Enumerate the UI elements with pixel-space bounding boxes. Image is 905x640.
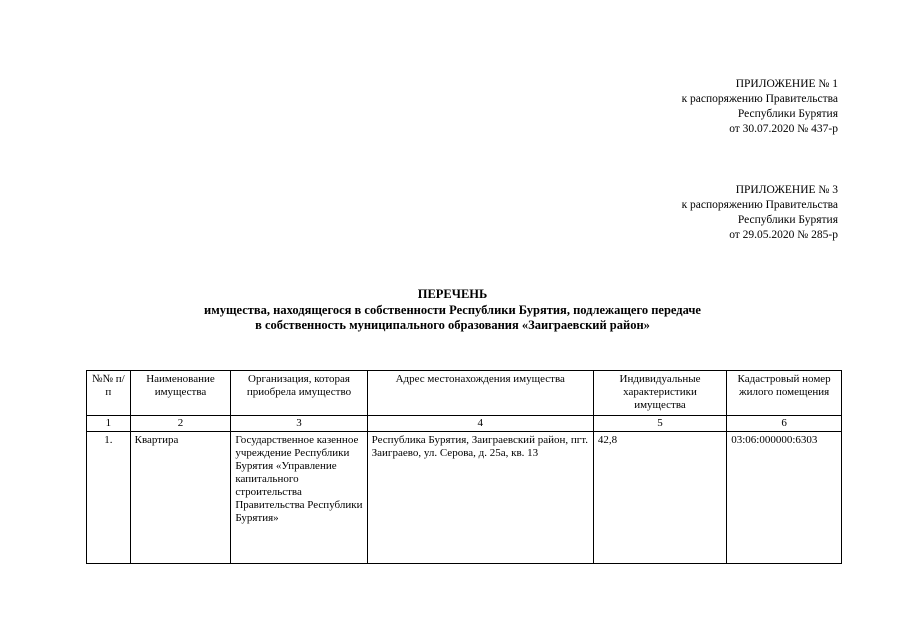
header-cadastral-number: Кадастровый номер жилого помещения	[727, 371, 842, 416]
column-number: 3	[231, 416, 367, 432]
appendix-1-republic: Республики Бурятия	[737, 108, 838, 120]
title-line-3: в собственность муниципального образования «Заиграевский район»	[255, 318, 650, 332]
appendix-3-date-number: от 29.05.2020 № 285-р	[729, 229, 838, 241]
row-organization: Государственное казенное учреждение Республики Бурятия «Управление капитального строительства Правительства Республики Бурятия»	[231, 432, 367, 564]
row-cadastral-number: 03:06:000000:6303	[727, 432, 842, 564]
row-property-name: Квартира	[130, 432, 231, 564]
column-number: 6	[727, 416, 842, 432]
header-organization: Организация, которая приобрела имущество	[231, 371, 367, 416]
header-property-name: Наименование имущества	[130, 371, 231, 416]
column-number: 5	[593, 416, 726, 432]
table-header-row	[87, 371, 842, 416]
property-table	[86, 370, 842, 564]
appendix-1-order-ref: к распоряжению Правительства	[681, 93, 838, 105]
appendix-1-title: ПРИЛОЖЕНИЕ № 1	[735, 78, 838, 90]
column-number: 2	[130, 416, 231, 432]
appendix-3-title: ПРИЛОЖЕНИЕ № 3	[735, 184, 838, 196]
header-address: Адрес местонахождения имущества	[367, 371, 593, 416]
row-address: Республика Бурятия, Заиграевский район, пгт. Заиграево, ул. Серова, д. 25а, кв. 13	[367, 432, 593, 564]
title-line-1: ПЕРЕЧЕНЬ	[417, 287, 488, 301]
title-line-2: имущества, находящегося в собственности Республики Бурятия, подлежащего передаче	[204, 302, 701, 317]
appendix-3-header	[682, 183, 838, 243]
appendix-1-header	[682, 77, 838, 137]
appendix-1-date-number: от 30.07.2020 № 437-р	[729, 123, 838, 135]
header-characteristics: Индивидуальные характеристики имущества	[593, 371, 726, 416]
table-row	[87, 432, 842, 564]
appendix-3-order-ref: к распоряжению Правительства	[681, 199, 838, 211]
document-title	[0, 287, 905, 334]
row-characteristics: 42,8	[593, 432, 726, 564]
column-number-row	[87, 416, 842, 432]
row-number: 1.	[87, 432, 131, 564]
column-number: 1	[87, 416, 131, 432]
appendix-3-republic: Республики Бурятия	[737, 214, 838, 226]
header-number: №№ п/п	[87, 371, 131, 416]
column-number: 4	[367, 416, 593, 432]
